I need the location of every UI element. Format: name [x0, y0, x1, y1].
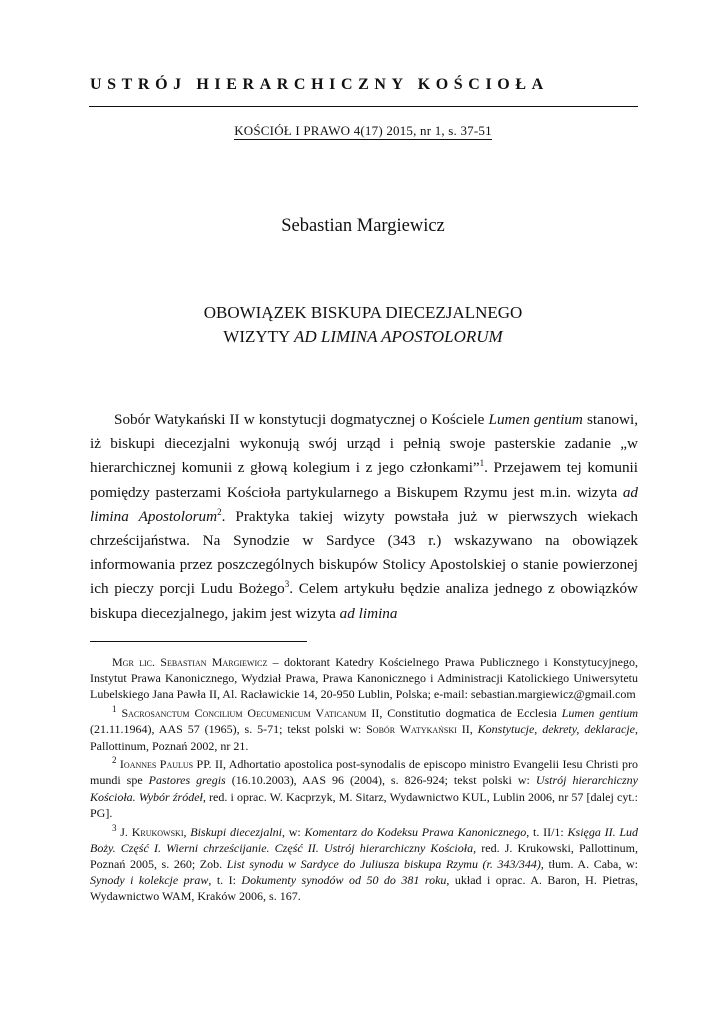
- footnote-3: [90, 824, 638, 905]
- footnote-italic: Dokumenty synodów od 50 do 381 roku: [241, 873, 447, 888]
- title-line-2-italic: AD LIMINA APOSTOLORUM: [293, 327, 503, 346]
- article-title: [0, 301, 726, 349]
- footnote-1: [90, 705, 638, 754]
- footnote-text: II, Constitutio dogmatica de Ecclesia: [366, 706, 562, 721]
- footnote-text: Sobór Watykański: [366, 722, 457, 737]
- footnote-separator: [90, 641, 307, 642]
- footnote-text: II,: [456, 722, 478, 737]
- body-text: . Przejawem tej komunii pomiędzy pasterzami Kościoła partykularnego a Biskupem Rzymu jest m.in. wizyta: [90, 459, 638, 501]
- author-footnote: [90, 654, 638, 703]
- title-line-1: OBOWIĄZEK BISKUPA DIECEZJALNEGO: [203, 303, 523, 322]
- footnote-italic: Lumen gentium: [561, 706, 639, 721]
- footnote-ref-1[interactable]: 1: [479, 458, 485, 469]
- footnote-text: , tłum. A. Caba, w:: [540, 856, 638, 871]
- footnote-text: , układ i oprac. A. Baron, H. Pietras, Wydawnictwo WAM, Kraków 2006, s. 167.: [90, 873, 638, 904]
- footnote-italic: Biskupi diecezjalni: [190, 824, 282, 839]
- title-line-2: [0, 325, 726, 349]
- footnote-italic: Pastores gregis: [148, 773, 226, 788]
- footnotes: [90, 654, 638, 907]
- running-head: USTRÓJ HIERARCHICZNY KOŚCIOŁA: [90, 76, 549, 93]
- body-text: Sobór Watykański II w konstytucji dogmatycznej o Kościele: [114, 411, 489, 428]
- footnote-2: [90, 756, 638, 821]
- footnote-text: , red. i oprac. W. Kacprzyk, M. Sitarz, Wydawnictwo KUL, Lublin 2006, nr 57 [dalej cyt.: PG].: [90, 789, 638, 820]
- body-italic: ad limina: [339, 604, 398, 622]
- footnote-ref-2[interactable]: 2: [217, 506, 222, 517]
- footnote-italic: List synodu w Sardyce do Juliusza biskupa Rzymu (r. 343/344): [226, 856, 541, 871]
- body-paragraph: [90, 408, 638, 626]
- footnote-italic: Ustrój hierarchiczny Kościoła. Wybór źródeł: [90, 773, 638, 804]
- footnote-italic: Komentarz do Kodeksu Prawa Kanonicznego: [304, 824, 527, 839]
- author-name: Sebastian Margiewicz: [281, 216, 445, 236]
- journal-citation: [0, 123, 726, 139]
- footnote-text: (21.11.1964), AAS 57 (1965), s. 5-71; tekst polski w:: [90, 722, 367, 737]
- footnote-text: (16.10.2003), AAS 96 (2004), s. 826-924; tekst polski w:: [225, 773, 536, 788]
- footnote-text: , t. I:: [208, 873, 242, 888]
- footnote-italic: Konstytucje, dekrety, deklaracje: [477, 722, 635, 737]
- body-text: stanowi, iż biskupi diecezjalni wykonują swój urząd i pełnią swoje pasterskie zadanie „w hierarchicznej komunii z głową kolegium i z jego członkami”: [90, 411, 638, 477]
- footnote-number: 2: [112, 755, 117, 766]
- footnote-text: Sacrosanctum Concilium Oecumenicum Vaticanum: [121, 706, 367, 721]
- footnote-italic: Księga II. Lud Boży. Część I. Wierni chrześcijanie. Część II. Ustrój hierarchiczny Kościoła,: [90, 824, 639, 855]
- footnote-text: Krukowski: [131, 824, 184, 839]
- footnote-text: J.: [116, 824, 132, 839]
- footnote-italic: Synody i kolekcje praw: [90, 873, 209, 888]
- footnote-text: Ioannes Paulus: [119, 757, 194, 772]
- footnote-text: red. J. Krukowski, Pallottinum, Poznań 2005, s. 260; Zob.: [90, 840, 638, 871]
- journal-citation-text: KOŚCIÓŁ I PRAWO 4(17) 2015, nr 1, s. 37-51: [234, 123, 492, 138]
- body-italic: ad limina Apostolorum: [90, 483, 638, 525]
- footnote-number: 1: [112, 704, 117, 715]
- footnote-number: 3: [112, 822, 117, 833]
- footnote-ref-3[interactable]: 3: [284, 579, 290, 590]
- body-italic: Lumen gentium: [488, 411, 583, 428]
- footnote-text: ,: [183, 824, 191, 839]
- author-footnote-text: – doktorant Katedry Kościelnego Prawa Publicznego i Konstytucyjnego, Instytut Prawa Kanonicznego, Wydział Prawa, Prawa Kanonicznego i Administracji Katolickiego Uniwersytetu Lubelskiego Jana Pawła II, Al. Racławickie 14, 20-950 Lublin, Polska; e-mail: sebastian.margiewicz@gmail.com: [90, 655, 638, 702]
- footnote-text: , Pallottinum, Poznań 2002, nr 21.: [90, 722, 638, 753]
- footnote-text: , t. II/1:: [526, 824, 568, 839]
- footnote-text: PP. II, Adhortatio apostolica post-synodalis de episcopo ministro Evangelii Iesu Christi pro mundi spe: [90, 757, 639, 788]
- body-text: . Praktyka takiej wizyty powstała już w pierwszych wiekach chrześcijaństwa. Na Synodzie w Sardyce (343 r.) wskazywano na obowiązek informowania przez poszczególnych biskupów Stolicy Apostolskiej o stanie powierzonej ich pieczy porcji Ludu Bożego: [90, 507, 639, 598]
- body-text: . Celem artykułu będzie analiza jednego z obowiązków biskupa diecezjalnego, jakim jest wizyta: [90, 580, 639, 622]
- author-footnote-name: Mgr lic. Sebastian Margiewicz: [112, 655, 268, 669]
- header-rule: [89, 106, 638, 107]
- title-line-2-prefix: WIZYTY: [223, 327, 294, 346]
- footnote-text: , w:: [282, 824, 305, 839]
